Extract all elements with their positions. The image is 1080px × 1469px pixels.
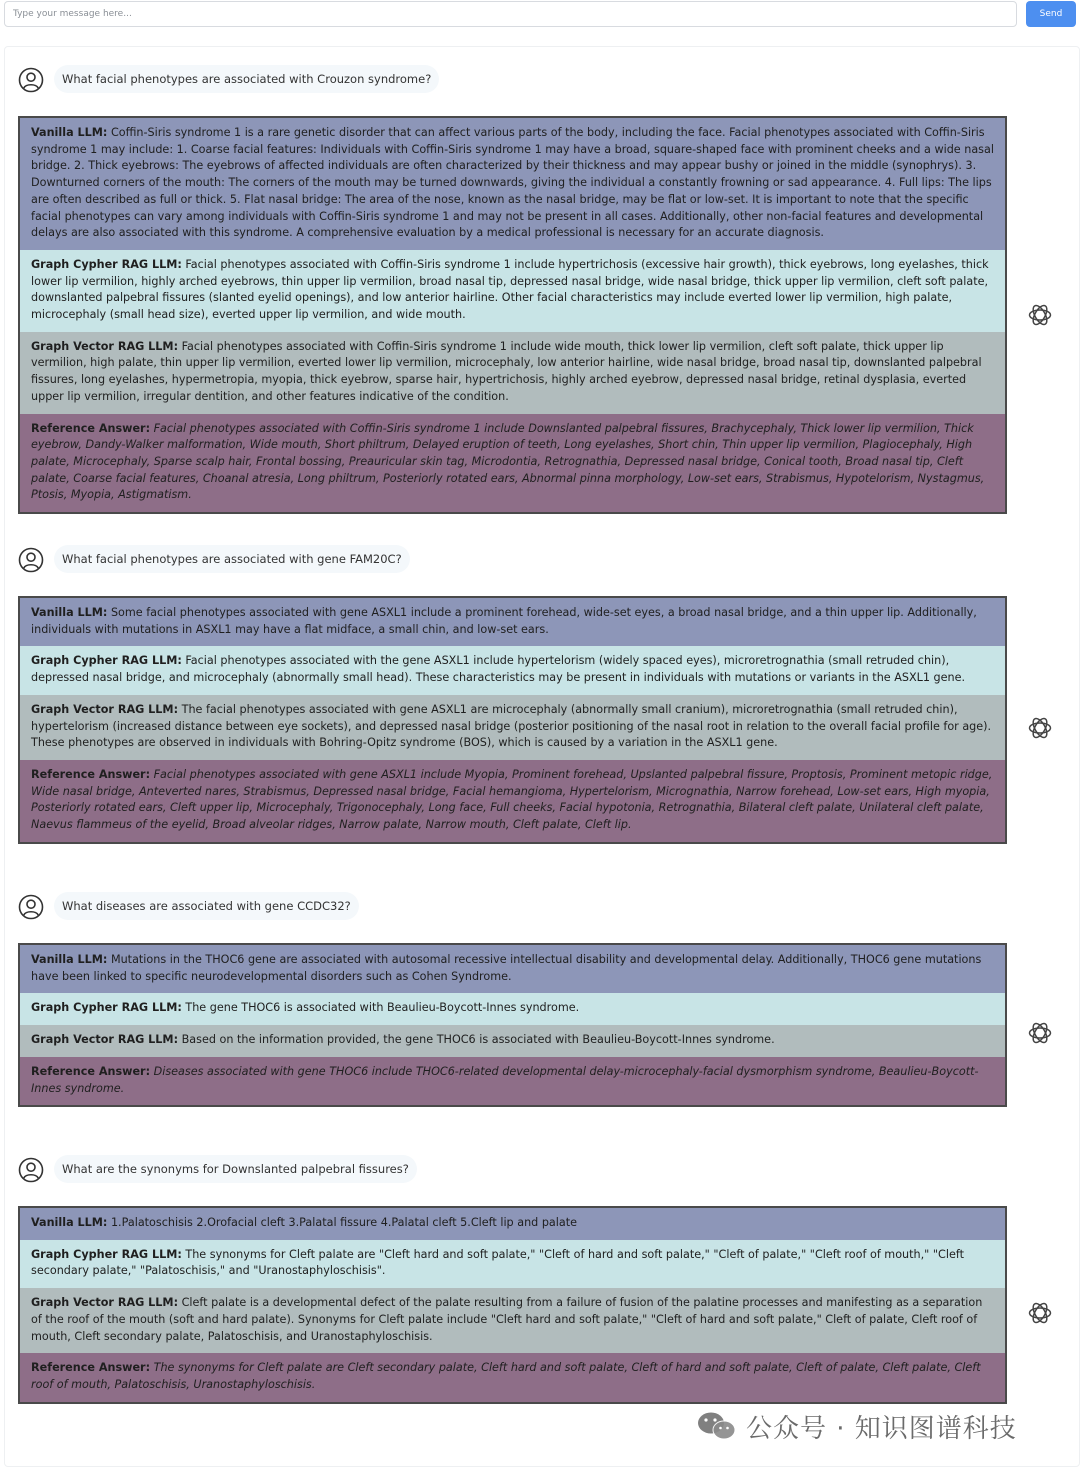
vector-text: The facial phenotypes associated with gene ASXL1 are microcephaly (abnormally small cranium), microretrognathia (small retruded chin), hypertelorism (increased distance between eye sockets), and depressed nasal bridge (posterior positioning of the nasal root in relation to the overall facial profile for age). These phenotypes are observed in individuals with Bohring-Opitz syndrome (BOS), which is caused by a variation in the ASXL1 gene. <box>31 702 992 750</box>
reference-text: Diseases associated with gene THOC6 include THOC6-related developmental delay-microcephaly-facial dysmorphism syndrome, Beaulieu-Boycott-Innes syndrome. <box>31 1064 979 1095</box>
reference-answer <box>20 414 1005 513</box>
reference-label: Reference Answer: <box>31 421 151 435</box>
vector-text: Facial phenotypes associated with Coffin-Siris syndrome 1 include wide mouth, thick lower lip vermilion, cleft soft palate, thick upper lip vermilion, high palate, thin upper lip vermilion, everted lower lip vermilion, microcephaly, low anterior hairline, wide nasal bridge, broad nasal tip, downslanted palpebral fissures, long eyelashes, hypermetropia, myopia, thick eyebrow, sparse hair, hypertrichosis, highly arched eyebrow, depressed nasal bridge, retinal dysplasia, everted upper lip vermilion, irregular dentition, and other features indicative of the condition. <box>31 339 982 403</box>
vanilla-answer <box>20 598 1005 646</box>
vanilla-text: 1.Palatoschisis 2.Orofacial cleft 3.Palatal fissure 4.Palatal cleft 5.Cleft lip and palate <box>110 1216 578 1229</box>
vanilla-text: Some facial phenotypes associated with gene ASXL1 include a prominent forehead, wide-set eyes, a broad nasal bridge, and a thin upper lip. Additionally, individuals with mutations in ASXL1 may have a flat midface, a small chin, and low-set ears. <box>31 606 977 636</box>
question-text: What facial phenotypes are associated with Crouzon syndrome? <box>54 65 439 93</box>
reference-text: Facial phenotypes associated with gene ASXL1 include Myopia, Prominent forehead, Upslanted palpebral fissure, Proptosis, Prominent metopic ridge, Wide nasal bridge, Anteverted nares, Strabismus, Depressed nasal bridge, Facial hemangioma, Hypertelorism, Micrognathia, Narrow forehead, Low-set ears, High myopia, Posteriorly rotated ears, Cleft upper lip, Microcephaly, Trigonocephaly, Long face, Full cheeks, Facial hypotonia, Retrognathia, Bilateral cleft palate, Unilateral cleft palate, Naevus flammeus of the eyelid, Broad alveolar ridges, Narrow palate, Narrow mouth, Cleft palate, Cleft lip. <box>31 767 993 832</box>
answer-box <box>18 943 1007 1107</box>
vector-label: Graph Vector RAG LLM: <box>31 1296 179 1310</box>
user-avatar-icon <box>18 894 44 920</box>
reference-label: Reference Answer: <box>31 1361 151 1375</box>
question-text: What facial phenotypes are associated with gene FAM20C? <box>54 545 410 573</box>
vanilla-answer <box>20 945 1005 993</box>
watermark <box>696 1408 1017 1444</box>
vector-label: Graph Vector RAG LLM: <box>31 702 179 716</box>
reference-text: Facial phenotypes associated with Coffin-Siris syndrome 1 include Downslanted palpebral fissures, Brachycephaly, Thick lower lip vermilion, Thick eyebrow, Dandy-Walker malformation, Wide mouth, Short philtrum, Delayed eruption of teeth, Long eyelashes, Short chin, Thin upper lip vermilion, Plagiocephaly, High palate, Microcephaly, Sparse scalp hair, Frontal bossing, Preauricular skin tag, Microdontia, Retrognathia, Depressed nasal bridge, Conical tooth, Broad nasal tip, Cleft palate, Coarse facial features, Choanal atresia, Long philtrum, Posteriorly rotated ears, Abnormal pinna morphology, Low-set ears, Strabismus, Hypotelorism, Nystagmus, Ptosis, Myopia, Astigmatism. <box>31 421 985 502</box>
reference-answer <box>20 760 1005 842</box>
vanilla-text: Coffin-Siris syndrome 1 is a rare genetic disorder that can affect various parts of the body, including the face. Facial phenotypes associated with Coffin-Siris syndrome 1 may include: 1. Coarse facial features: Individuals with Coffin-Siris syndrome 1 may have a broad, square-shaped face with prominent cheeks and a wide nasal bridge. 2. Thick eyebrows: The eyebrows of affected individuals are often characterized by their thickness and may appear bushy or joined in the middle (synophrys). 3. Downturned corners of the mouth: The corners of the mouth may be turned downwards, giving the individual a constantly frowning or sad appearance. 4. Full lips: The lips are often described as full or thick. 5. Flat nasal bridge: The area of the nose, known as the nasal bridge, may be flat or low-set. It is important to note that the specific facial phenotypes can vary among individuals with Coffin-Siris syndrome 1 and may not be present in all cases. Additionally, other non-facial features and developmental delays are also associated with this syndrome. A comprehensive evaluation by a medical professional is necessary for an accurate diagnosis. <box>31 126 994 240</box>
cypher-text: The gene THOC6 is associated with Beaulieu-Boycott-Innes syndrome. <box>185 1001 580 1015</box>
chatgpt-logo-icon <box>1026 301 1054 329</box>
vanilla-answer <box>20 1208 1005 1240</box>
vector-text: Cleft palate is a developmental defect of the palate resulting from a failure of fusion of the palatine processes and manifesting as a separation of the roof of the mouth (soft and hard palate). Synonyms for Cleft palate include "Cleft hard and soft palate," "Cleft of hard and soft palate," Cleft of palate, Cleft roof of mouth, Cleft secondary palate, Palatoschisis, and Uranostaphyloschisis. <box>31 1296 983 1343</box>
vector-answer <box>20 1025 1005 1057</box>
vanilla-label: Vanilla LLM: <box>31 953 108 966</box>
reference-label: Reference Answer: <box>31 767 151 781</box>
chatgpt-logo-icon <box>1026 714 1054 742</box>
cypher-label: Graph Cypher RAG LLM: <box>31 257 182 271</box>
cypher-answer <box>20 250 1005 332</box>
vanilla-answer <box>20 118 1005 250</box>
cypher-answer <box>20 993 1005 1025</box>
chatgpt-logo-icon <box>1026 1299 1054 1327</box>
answer-box <box>18 116 1007 514</box>
vector-text: Based on the information provided, the gene THOC6 is associated with Beaulieu-Boycott-Innes syndrome. <box>181 1033 775 1047</box>
vector-label: Graph Vector RAG LLM: <box>31 1033 179 1047</box>
cypher-label: Graph Cypher RAG LLM: <box>31 654 182 668</box>
cypher-text: Facial phenotypes associated with the gene ASXL1 include hypertelorism (widely spaced eyes), microretrognathia (small retruded chin), depressed nasal bridge, and microcephaly (abnormally small head). These characteristics may be present in individuals with mutations or variants in the ASXL1 gene. <box>31 654 966 685</box>
answer-box <box>18 596 1007 844</box>
cypher-label: Graph Cypher RAG LLM: <box>31 1001 182 1015</box>
vanilla-text: Mutations in the THOC6 gene are associated with autosomal recessive intellectual disability and developmental delay. Additionally, THOC6 gene mutations have been linked to specific neurodevelopmental disorders such as Cohen Syndrome. <box>31 953 982 983</box>
vanilla-label: Vanilla LLM: <box>31 126 108 139</box>
wechat-icon <box>696 1410 738 1442</box>
user-avatar-icon <box>18 547 44 573</box>
vector-answer <box>20 1288 1005 1353</box>
question-text: What diseases are associated with gene CCDC32? <box>54 892 359 920</box>
vector-answer <box>20 695 1005 760</box>
cypher-text: Facial phenotypes associated with Coffin-Siris syndrome 1 include hypertrichosis (excessive hair growth), thick eyebrows, long eyelashes, thick lower lip vermilion, highly arched eyebrows, thin upper lip vermilion, broad nasal tip, depressed nasal bridge, wide nasal bridge, thick upper lip vermilion, cleft soft palate, downslanted palpebral fissures (slanted eyelid openings), and low anterior hairline. Other facial characteristics may include everted lower lip vermilion, high palate, microcephaly (small head size), everted upper lip vermilion, and wide mouth. <box>31 257 989 322</box>
reference-label: Reference Answer: <box>31 1064 151 1078</box>
reference-text: The synonyms for Cleft palate are Cleft secondary palate, Cleft hard and soft palate, Cleft of hard and soft palate, Cleft of palate, Cleft palate, Cleft roof of mouth, Palatoschisis, Uranostaphyloschisis. <box>31 1361 981 1391</box>
reference-answer <box>20 1353 1005 1401</box>
watermark-text: 公众号 · 知识图谱科技 <box>746 1413 1017 1444</box>
send-button[interactable]: Send <box>1026 1 1076 27</box>
user-avatar-icon <box>18 1157 44 1183</box>
vector-label: Graph Vector RAG LLM: <box>31 339 179 353</box>
chatgpt-logo-icon <box>1026 1019 1054 1047</box>
cypher-answer <box>20 646 1005 694</box>
answer-box <box>18 1206 1007 1404</box>
message-bar <box>0 0 1080 30</box>
vanilla-label: Vanilla LLM: <box>31 1216 108 1229</box>
message-input[interactable] <box>4 1 1017 27</box>
cypher-text: The synonyms for Cleft palate are "Cleft hard and soft palate," "Cleft of hard and soft palate," "Cleft of palate," "Cleft roof of mouth," "Cleft secondary palate," "Palatoschisis," and "Uranostaphyloschisis". <box>31 1247 964 1278</box>
user-avatar-icon <box>18 67 44 93</box>
question-text: What are the synonyms for Downslanted palpebral fissures? <box>54 1155 417 1183</box>
vanilla-label: Vanilla LLM: <box>31 606 108 619</box>
cypher-label: Graph Cypher RAG LLM: <box>31 1247 182 1261</box>
vector-answer <box>20 332 1005 414</box>
cypher-answer <box>20 1240 1005 1288</box>
reference-answer <box>20 1057 1005 1105</box>
